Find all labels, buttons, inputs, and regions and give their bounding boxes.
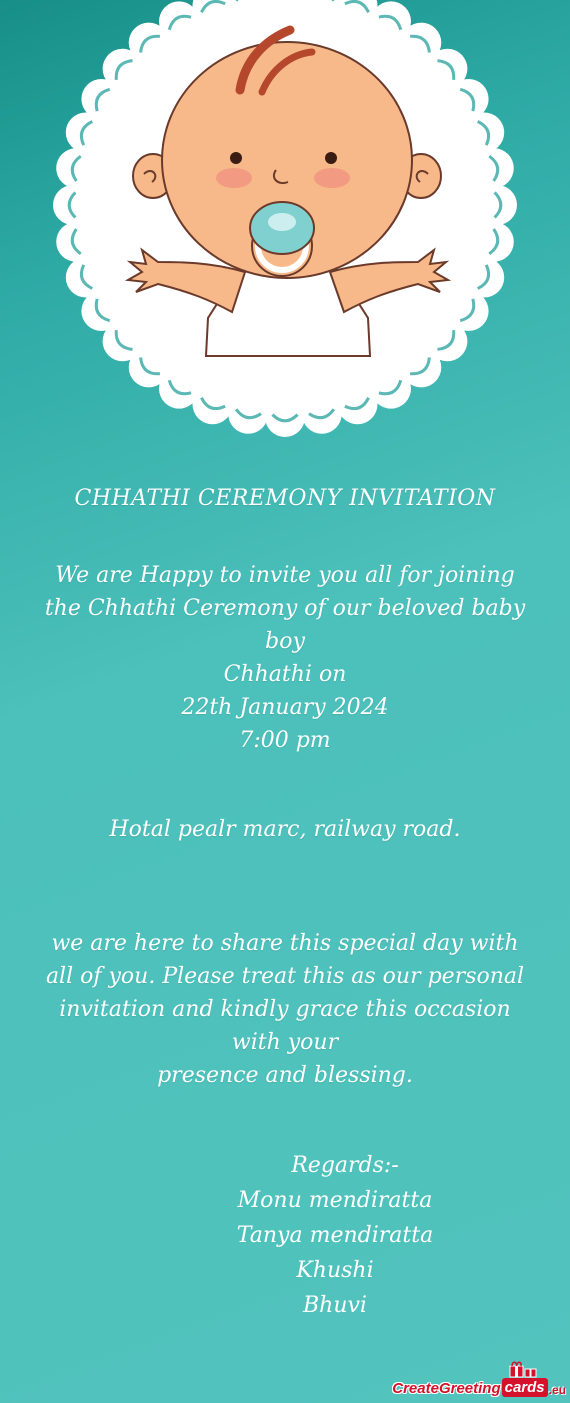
host-name: Bhuvi — [303, 1293, 367, 1318]
invitation-message — [20, 559, 550, 757]
invite-line: boy — [265, 629, 305, 654]
baby-illustration — [40, 0, 530, 440]
venue: Hotal pealr marc, railway road. — [109, 817, 461, 842]
right-cheek — [314, 168, 350, 188]
host-name: Tanya mendiratta — [236, 1223, 434, 1248]
share-line: presence and blessing. — [157, 1063, 413, 1088]
logo-tld: .eu — [548, 1383, 566, 1397]
right-eye — [325, 152, 337, 164]
regards-heading: Regards:- — [291, 1153, 399, 1178]
regards-block — [200, 1148, 470, 1323]
ceremony-date: 22th January 2024 — [181, 695, 389, 720]
logo-text: CreateGreeting — [392, 1380, 501, 1397]
share-line: we are here to share this special day with — [51, 931, 519, 956]
invite-line: the Chhathi Ceremony of our beloved baby — [44, 596, 526, 621]
left-eye — [230, 152, 242, 164]
ceremony-label: Chhathi on — [223, 662, 347, 687]
site-logo[interactable] — [392, 1361, 566, 1397]
invitation-title: CHHATHI CEREMONY INVITATION — [74, 486, 496, 511]
logo-cards — [502, 1378, 548, 1397]
host-name: Khushi — [296, 1258, 374, 1283]
logo-cards-text: cards — [504, 1379, 545, 1396]
share-message — [30, 927, 540, 1092]
gift-icon — [508, 1360, 538, 1378]
invite-line: We are Happy to invite you all for joining — [55, 563, 515, 588]
host-name: Monu mendiratta — [237, 1188, 433, 1213]
ceremony-time: 7:00 pm — [239, 728, 331, 753]
share-line: with your — [231, 1030, 339, 1055]
share-line: invitation and kindly grace this occasion — [59, 997, 511, 1022]
share-line: all of you. Please treat this as our personal — [45, 964, 525, 989]
left-cheek — [216, 168, 252, 188]
